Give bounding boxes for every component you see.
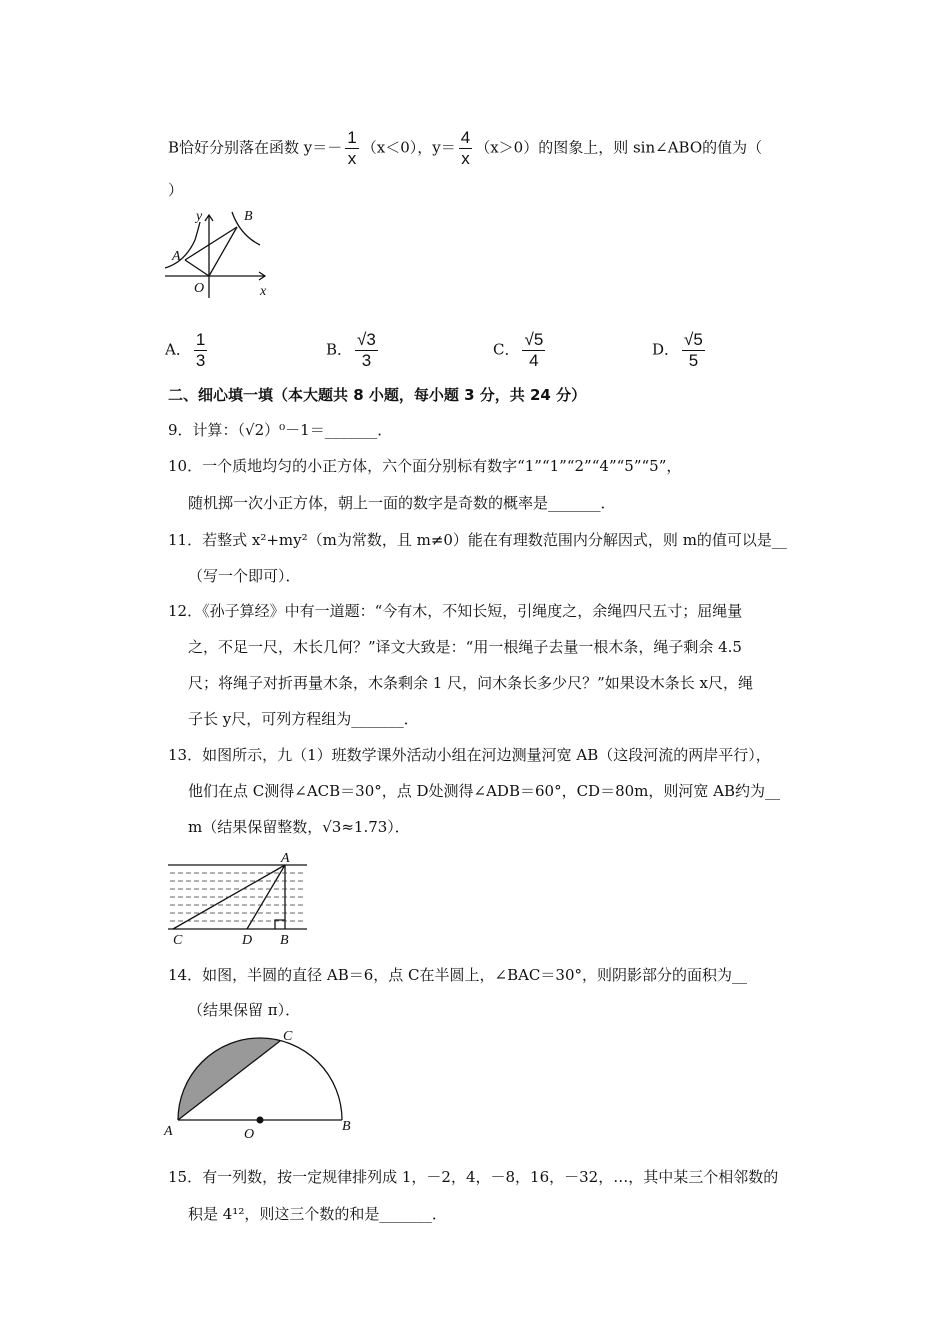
label-a: A (172, 249, 181, 264)
question-12-line: 之，不足一尺，木长几何？”译文大致是：“用一根绳子去量一根木条，绳子剩余 4.5 (188, 638, 742, 656)
label-o: O (194, 281, 205, 296)
option-a[interactable] (165, 330, 210, 371)
q8-line1 (168, 128, 762, 169)
label-b: B (244, 209, 253, 224)
option-d[interactable] (652, 330, 708, 371)
option-label: C． (493, 340, 520, 359)
option-b[interactable] (326, 330, 381, 371)
question-13-line: 13．如图所示，九（1）班数学课外活动小组在河边测量河宽 AB（这段河流的两岸平行）， (168, 746, 771, 764)
label-x: x (260, 284, 267, 299)
label-a: A (281, 851, 290, 866)
question-15-line: 积是 4¹²，则这三个数的和是_______． (188, 1205, 447, 1223)
question-11-line: 11．若整式 x²+my²（m为常数，且 m≠0）能在有理数范围内分解因式，则 m的值可以是__ (168, 531, 787, 549)
label-y: y (196, 209, 203, 224)
option-label: B． (326, 340, 353, 359)
question-12-line: 尺；将绳子对折再量木条，木条剩余 1 尺，问木条长多少尺？”如果设木条长 x尺，绳 (188, 674, 753, 692)
q8-text-a: B恰好分别落在函数 y＝－ (168, 138, 343, 157)
option-label: A． (165, 340, 191, 359)
q8-text-c: （x＞0）的图象上，则 sin∠ABO的值为（ (475, 138, 763, 157)
fraction-numerator: √3 (357, 330, 376, 349)
question-10-line: 10．一个质地均匀的小正方体，六个面分别标有数字“1”“1”“2”“4”“5”“5”， (168, 457, 682, 475)
question-9: 9．计算：（√2）⁰－1＝_______． (168, 421, 393, 439)
label-c: C (173, 933, 183, 948)
fraction-numerator: √5 (524, 330, 544, 349)
fraction-4-over-x (459, 128, 472, 169)
fraction-denominator: 5 (688, 351, 699, 370)
fraction-denominator: x (461, 149, 470, 168)
question-12-line: 12．《孙子算经》中有一道题：“今有木，不知长短，引绳度之，余绳四尺五寸；屈绳量 (168, 602, 743, 620)
question-13-line: 他们在点 C测得∠ACB＝30°，点 D处测得∠ADB＝60°，CD＝80m，则河宽 AB约为__ (188, 782, 781, 800)
question-14-line: 14．如图，半圆的直径 AB＝6，点 C在半圆上，∠BAC＝30°，则阴影部分的面积为__ (168, 966, 747, 984)
label-b: B (342, 1119, 351, 1134)
fraction-numerator: √5 (684, 330, 703, 349)
question-11-line: （写一个即可）． (188, 567, 301, 585)
fraction-denominator: 3 (361, 351, 372, 370)
q8-figure (160, 200, 290, 300)
fraction-numerator: 1 (195, 330, 206, 349)
fraction-1-over-x (345, 128, 358, 169)
label-a: A (164, 1124, 173, 1139)
q8-text-b: （x＜0），y＝ (361, 138, 456, 157)
label-d: D (242, 933, 253, 948)
option-label: D． (652, 340, 680, 359)
fraction-denominator: x (347, 149, 357, 168)
fraction-numerator: 4 (460, 128, 471, 147)
fraction-denominator: 3 (195, 351, 206, 370)
question-14-line: （结果保留 π）． (188, 1001, 301, 1019)
question-15-line: 15．有一列数，按一定规律排列成 1，－2，4，－8，16，－32，…，其中某三个相邻数的 (168, 1168, 779, 1186)
option-c[interactable] (493, 330, 548, 371)
label-c: C (283, 1029, 293, 1044)
q14-semicircle-figure (160, 1022, 360, 1142)
fraction-denominator: 4 (529, 351, 539, 370)
q8-line2: ） (168, 181, 184, 199)
section-title: 二、细心填一填（本大题共 8 小题，每小题 3 分，共 24 分） (168, 386, 587, 404)
label-b: B (280, 933, 289, 948)
label-o: O (244, 1127, 255, 1142)
question-13-line: m（结果保留整数，√3≈1.73）． (188, 818, 410, 836)
q13-river-figure (165, 848, 310, 948)
question-10-line: 随机掷一次小正方体，朝上一面的数字是奇数的概率是_______． (188, 494, 616, 512)
fraction-numerator: 1 (347, 128, 357, 147)
question-12-line: 子长 y尺，可列方程组为_______． (188, 710, 419, 728)
